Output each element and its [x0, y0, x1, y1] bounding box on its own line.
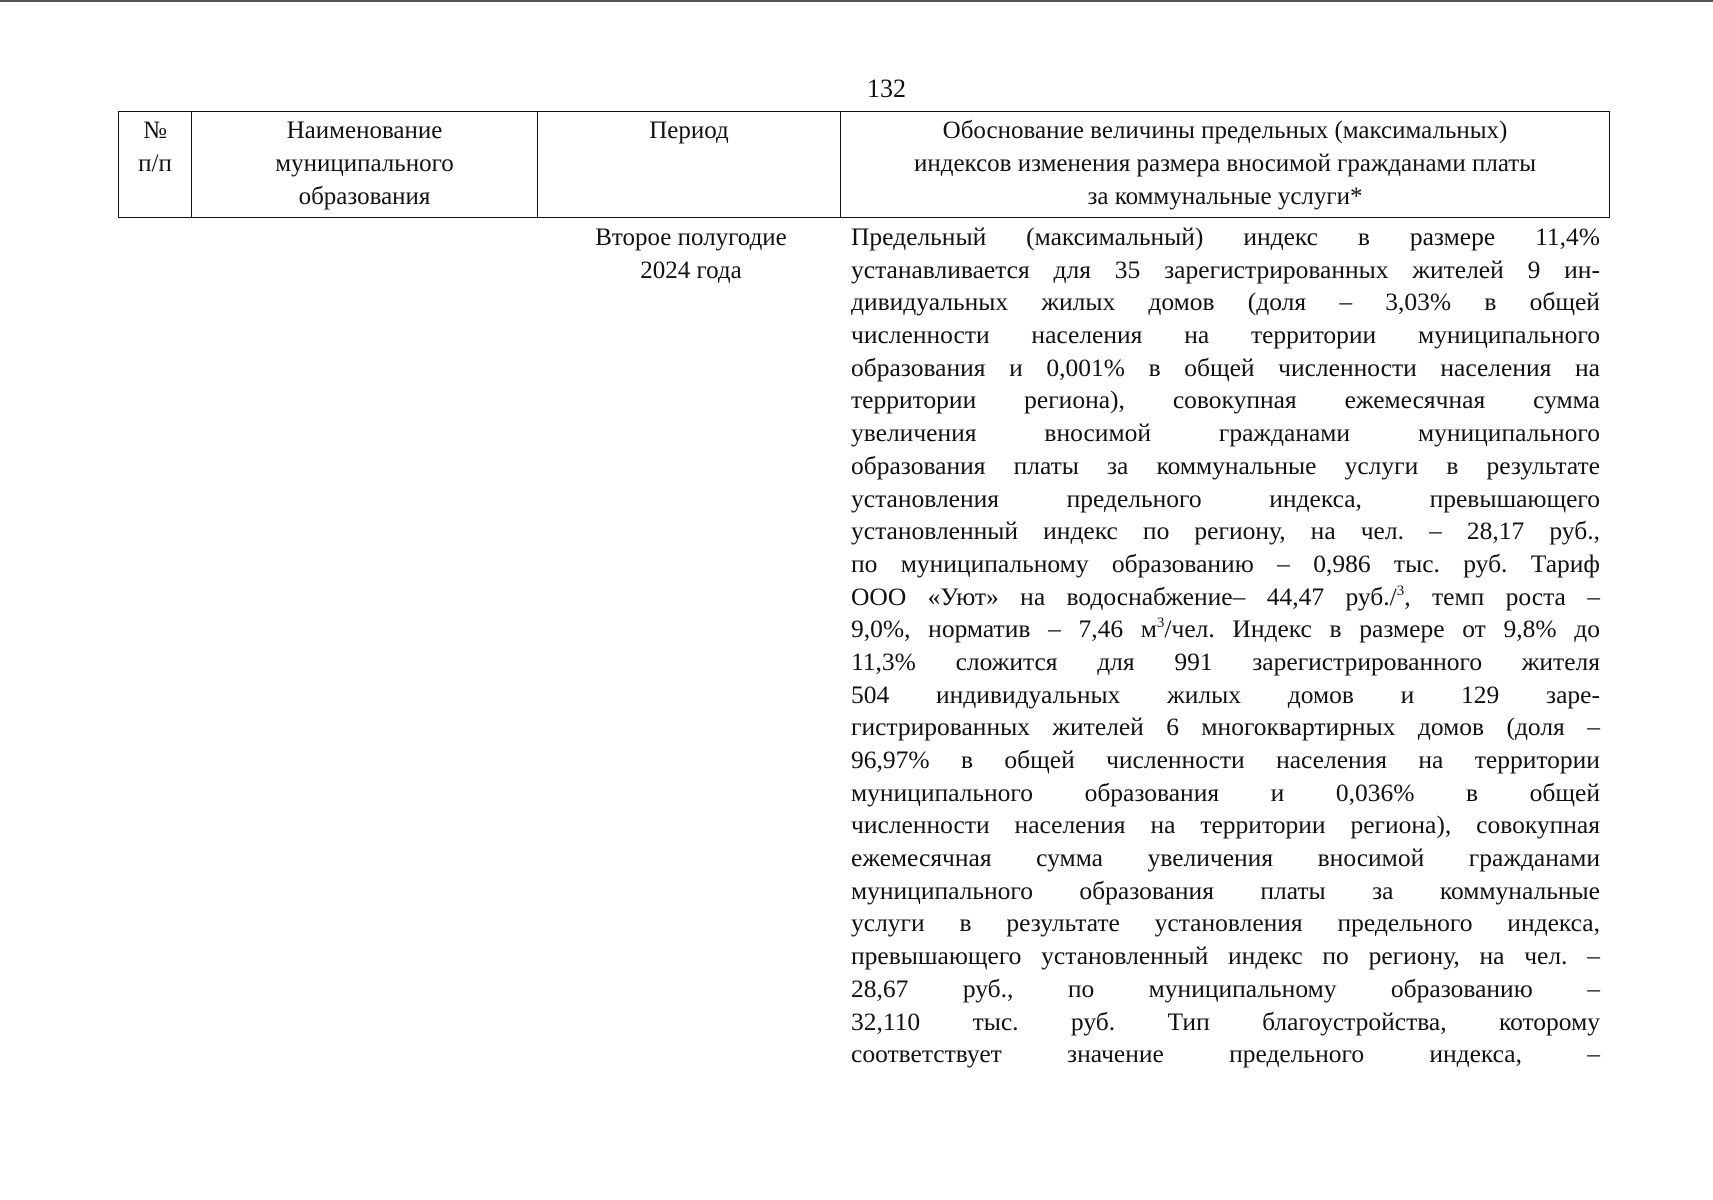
- justification-word: образования: [1079, 875, 1214, 905]
- justification-word: территории: [1474, 745, 1600, 774]
- header-row: [119, 112, 1610, 218]
- justification-word: «Уют»: [927, 581, 999, 611]
- justification-word: предельного: [1066, 483, 1202, 513]
- justification-word: территории: [851, 385, 977, 415]
- justification-word: предельного: [1337, 908, 1473, 938]
- justification-line: [851, 842, 1600, 875]
- justification-word: 9,0%,: [851, 614, 911, 644]
- justification-word: (максимальный): [1026, 222, 1204, 251]
- justification-word: гражданами: [1468, 843, 1600, 873]
- justification-word: превышающего: [851, 941, 1022, 971]
- justification-word: руб.: [1463, 548, 1508, 578]
- justification-word: Тип: [1167, 1006, 1210, 1036]
- justification-word: муниципальному: [900, 548, 1089, 578]
- justification-word: 28,67: [851, 973, 909, 1003]
- justification-word: жилых: [1167, 679, 1242, 709]
- justification-word: до: [1574, 614, 1600, 644]
- justification-word: услуги: [851, 908, 925, 938]
- justification-word: сумма: [1533, 385, 1600, 415]
- justification-word: индивидуальных: [935, 679, 1121, 709]
- justification-word: численности: [851, 320, 990, 350]
- justification-word: по: [1142, 516, 1170, 546]
- row-period-line: 2024 года: [640, 257, 742, 284]
- justification-word: и: [1009, 352, 1023, 382]
- justification-word: значение: [1067, 1039, 1164, 1069]
- justification-word: сумма: [1036, 843, 1103, 873]
- justification-word: чел.: [1524, 941, 1568, 971]
- justification-word: муниципального: [1417, 320, 1600, 350]
- justification-word: территории: [1250, 320, 1377, 350]
- justification-line: [851, 581, 1600, 614]
- justification-word: и: [1270, 777, 1285, 807]
- justification-word: 35: [1114, 254, 1141, 284]
- justification-word: на: [1150, 810, 1176, 840]
- justification-word: за: [1106, 450, 1129, 480]
- justification-word: 129: [1461, 679, 1500, 709]
- justification-word: индекс: [1243, 222, 1318, 251]
- justification-word: за: [1372, 875, 1394, 905]
- justification-word: 0,036%: [1335, 777, 1415, 807]
- justification-word: –: [1048, 614, 1061, 644]
- justification-line: [851, 254, 1600, 287]
- justification-word: 9,8%: [1503, 614, 1557, 644]
- justification-word: индекс: [1227, 941, 1303, 971]
- justification-word: платы: [1013, 450, 1079, 480]
- justification-line: [851, 548, 1600, 581]
- row-period-line: Второе полугодие: [595, 224, 787, 251]
- justification-word: совокупная: [1476, 810, 1600, 840]
- justification-word: муниципальному: [1148, 973, 1337, 1003]
- justification-word: в: [1484, 287, 1497, 317]
- justification-line: [851, 744, 1600, 777]
- page-number: 132: [867, 74, 906, 103]
- justification-word: многоквартирных: [1201, 712, 1396, 742]
- justification-line: [851, 515, 1600, 548]
- header-number-line: №: [143, 117, 167, 144]
- header-cell-period: [538, 112, 841, 218]
- justification-word: образованию: [1111, 548, 1254, 578]
- justification-word: результате: [1006, 908, 1120, 938]
- justification-word: увеличения: [851, 418, 977, 448]
- justification-word: увеличения: [1147, 843, 1274, 873]
- justification-word: 3,03%: [1385, 287, 1452, 317]
- justification-word: гражданами: [1218, 418, 1351, 448]
- justification-word: (доля: [1247, 287, 1307, 317]
- header-municipality-line: муниципального: [275, 150, 454, 177]
- justification-word: зарегистрированных: [1164, 254, 1389, 284]
- justification-line: [851, 286, 1600, 319]
- justification-word: муниципального: [1417, 418, 1600, 448]
- justification-word: руб.: [1070, 1006, 1116, 1036]
- justification-word: общей: [1004, 745, 1075, 774]
- justification-word: жителей: [1412, 254, 1504, 284]
- justification-line: [851, 1038, 1600, 1071]
- justification-word: совокупная: [1172, 385, 1297, 415]
- header-cell-justification: [841, 112, 1610, 218]
- justification-word: территории: [1200, 810, 1326, 840]
- justification-word: населения: [1276, 745, 1388, 774]
- justification-line: [851, 679, 1600, 712]
- header-table: [118, 111, 1610, 218]
- justification-word: образования: [1084, 777, 1220, 807]
- justification-word: зарегистрированного: [1252, 646, 1483, 676]
- justification-word: муниципального: [851, 875, 1033, 905]
- justification-word: установленный: [851, 516, 1019, 546]
- row-period: [560, 221, 822, 287]
- header-cell-number: [119, 112, 192, 218]
- justification-word: руб.,: [962, 973, 1014, 1003]
- justification-word: жилых: [1041, 287, 1116, 317]
- justification-word: численности: [1106, 745, 1245, 774]
- justification-word: норматив: [928, 614, 1031, 644]
- justification-word: размере: [1359, 614, 1445, 644]
- header-municipality-line: образования: [298, 183, 431, 210]
- justification-line: [851, 1006, 1600, 1039]
- justification-line: [851, 319, 1600, 352]
- justification-word: 6: [1166, 712, 1179, 742]
- justification-word: установления: [851, 483, 1000, 513]
- justification-word: –: [1277, 548, 1290, 578]
- justification-line: [851, 450, 1600, 483]
- justification-word: в: [1357, 222, 1370, 251]
- justification-word: благоустройства,: [1262, 1006, 1447, 1036]
- justification-word: –: [1339, 287, 1353, 317]
- justification-word: жителя: [1521, 646, 1600, 676]
- justification-word: индекса,: [1507, 908, 1600, 938]
- justification-word: в: [960, 745, 974, 774]
- justification-word: по: [1067, 973, 1095, 1003]
- justification-word: заре-: [1546, 679, 1600, 709]
- justification-word: домов: [1287, 679, 1354, 709]
- header-justification-line: индексов изменения размера вносимой гражданами платы: [913, 150, 1537, 177]
- justification-word: Индекс: [1232, 614, 1312, 644]
- justification-word: 11,3%: [851, 646, 916, 676]
- justification-word: –: [1587, 712, 1600, 742]
- justification-word: тыс.: [1393, 548, 1440, 578]
- justification-word: индекс: [1043, 516, 1118, 546]
- justification-word: 991: [1174, 646, 1213, 676]
- justification-word: в: [1466, 777, 1479, 807]
- justification-word: общей: [1529, 777, 1600, 807]
- justification-word: населения: [1014, 810, 1126, 840]
- justification-word: водоснабжение–: [1066, 581, 1246, 611]
- justification-word: тыс.: [972, 1006, 1019, 1036]
- justification-word: вносимой: [1317, 843, 1425, 873]
- justification-word: превышающего: [1429, 483, 1600, 513]
- justification-line: [851, 646, 1600, 679]
- justification-word: индекса,: [1429, 1039, 1522, 1069]
- justification-word: устанавливается: [851, 254, 1030, 284]
- justification-word: общей: [1184, 352, 1255, 382]
- justification-word: ежемесячная: [1344, 385, 1486, 415]
- justification-word: образования: [851, 450, 986, 480]
- header-cell-municipality: [192, 112, 538, 218]
- justification-word: чел.: [1360, 516, 1404, 546]
- justification-word: на: [1479, 941, 1505, 971]
- justification-word: результате: [1486, 450, 1600, 480]
- justification-line: [851, 483, 1600, 516]
- justification-word: размере: [1409, 222, 1496, 251]
- justification-word: –: [1429, 516, 1442, 546]
- justification-word: домов: [1148, 287, 1215, 317]
- justification-word: на: [1020, 581, 1046, 611]
- justification-line: [851, 907, 1600, 940]
- justification-line: [851, 613, 1600, 646]
- justification-word: 0,001%: [1046, 352, 1125, 382]
- justification-word: численности: [851, 810, 990, 840]
- justification-word: услуги: [1344, 450, 1419, 480]
- justification-word: –: [1587, 973, 1600, 1003]
- justification-word: 504: [851, 679, 890, 709]
- justification-word: ин-: [1564, 254, 1600, 284]
- justification-word: гистрированных: [851, 712, 1030, 742]
- justification-word: установленный: [1041, 941, 1209, 971]
- header-number-line: п/п: [138, 150, 172, 177]
- justification-word: сложится: [955, 646, 1058, 676]
- justification-word: региону,: [1368, 941, 1460, 971]
- justification-word: предельного: [1229, 1039, 1365, 1069]
- justification-word: в: [1148, 352, 1161, 382]
- justification-line: [851, 417, 1600, 450]
- justification-word: (доля: [1506, 712, 1565, 742]
- justification-word: руб./$^3$,: [1345, 581, 1411, 611]
- justification-line: [851, 875, 1600, 908]
- justification-word: темп: [1431, 581, 1485, 611]
- justification-word: на: [1418, 745, 1444, 774]
- justification-line: [851, 352, 1600, 385]
- justification-line: [851, 221, 1600, 254]
- justification-line: [851, 973, 1600, 1006]
- justification-word: на: [1184, 320, 1210, 350]
- justification-word: Предельный: [851, 222, 987, 251]
- justification-word: установления: [1154, 908, 1303, 938]
- header-period-label: Период: [649, 117, 729, 144]
- justification-word: региона),: [1024, 385, 1125, 415]
- justification-word: роста: [1505, 581, 1566, 611]
- justification-word: населения: [1031, 320, 1143, 350]
- header-justification-line: Обоснование величины предельных (максимальных): [942, 117, 1508, 144]
- justification-word: –: [1587, 941, 1600, 971]
- justification-word: на: [1574, 352, 1600, 382]
- justification-word: платы: [1260, 875, 1326, 905]
- justification-word: жителей: [1052, 712, 1144, 742]
- justification-word: 44,47: [1266, 581, 1325, 611]
- justification-word: образования: [851, 352, 986, 382]
- justification-word: которому: [1498, 1006, 1600, 1036]
- justification-word: 96,97%: [851, 745, 930, 774]
- justification-word: по: [851, 548, 878, 578]
- justification-line: [851, 384, 1600, 417]
- justification-word: ООО: [851, 581, 907, 611]
- justification-word: индекса,: [1269, 483, 1362, 513]
- justification-word: руб.,: [1549, 516, 1600, 546]
- justification-word: коммунальные: [1156, 450, 1317, 480]
- justification-word: по: [1322, 941, 1349, 971]
- justification-word: коммунальные: [1439, 875, 1600, 905]
- scan-top-edge: [0, 0, 1713, 2]
- justification-word: 9: [1527, 254, 1541, 284]
- header-justification-line: за коммунальные услуги*: [1087, 183, 1363, 210]
- justification-word: на: [1310, 516, 1336, 546]
- justification-word: образованию: [1390, 973, 1533, 1003]
- row-justification-text: [851, 221, 1600, 1071]
- justification-word: для: [1097, 646, 1135, 676]
- justification-word: $м^3$/чел.: [1140, 614, 1215, 644]
- justification-word: для: [1053, 254, 1091, 284]
- justification-word: муниципального: [851, 777, 1033, 807]
- justification-line: [851, 809, 1600, 842]
- justification-word: в: [959, 908, 972, 938]
- justification-word: численности: [1278, 352, 1417, 382]
- justification-line: [851, 777, 1600, 810]
- justification-word: 7,46: [1078, 614, 1124, 644]
- justification-word: 11,4%: [1535, 222, 1600, 251]
- justification-word: домов: [1417, 712, 1485, 742]
- justification-word: 32,110: [851, 1006, 921, 1036]
- justification-word: региона),: [1350, 810, 1452, 840]
- justification-word: и: [1400, 679, 1415, 709]
- justification-word: региону,: [1194, 516, 1286, 546]
- justification-word: соответствует: [851, 1039, 1002, 1069]
- header-municipality-line: Наименование: [286, 117, 443, 144]
- justification-word: общей: [1529, 287, 1600, 317]
- justification-word: –: [1587, 581, 1600, 611]
- justification-word: в: [1329, 614, 1342, 644]
- justification-word: в: [1446, 450, 1459, 480]
- justification-word: дивидуальных: [851, 287, 1009, 317]
- justification-word: 28,17: [1466, 516, 1525, 546]
- justification-word: вносимой: [1044, 418, 1151, 448]
- justification-word: ежемесячная: [851, 843, 992, 873]
- justification-word: –: [1587, 1039, 1600, 1069]
- justification-word: от: [1462, 614, 1486, 644]
- justification-line: [851, 940, 1600, 973]
- justification-word: 0,986: [1313, 548, 1371, 578]
- justification-word: Тариф: [1530, 548, 1600, 578]
- justification-word: населения: [1440, 352, 1552, 382]
- justification-line: [851, 711, 1600, 744]
